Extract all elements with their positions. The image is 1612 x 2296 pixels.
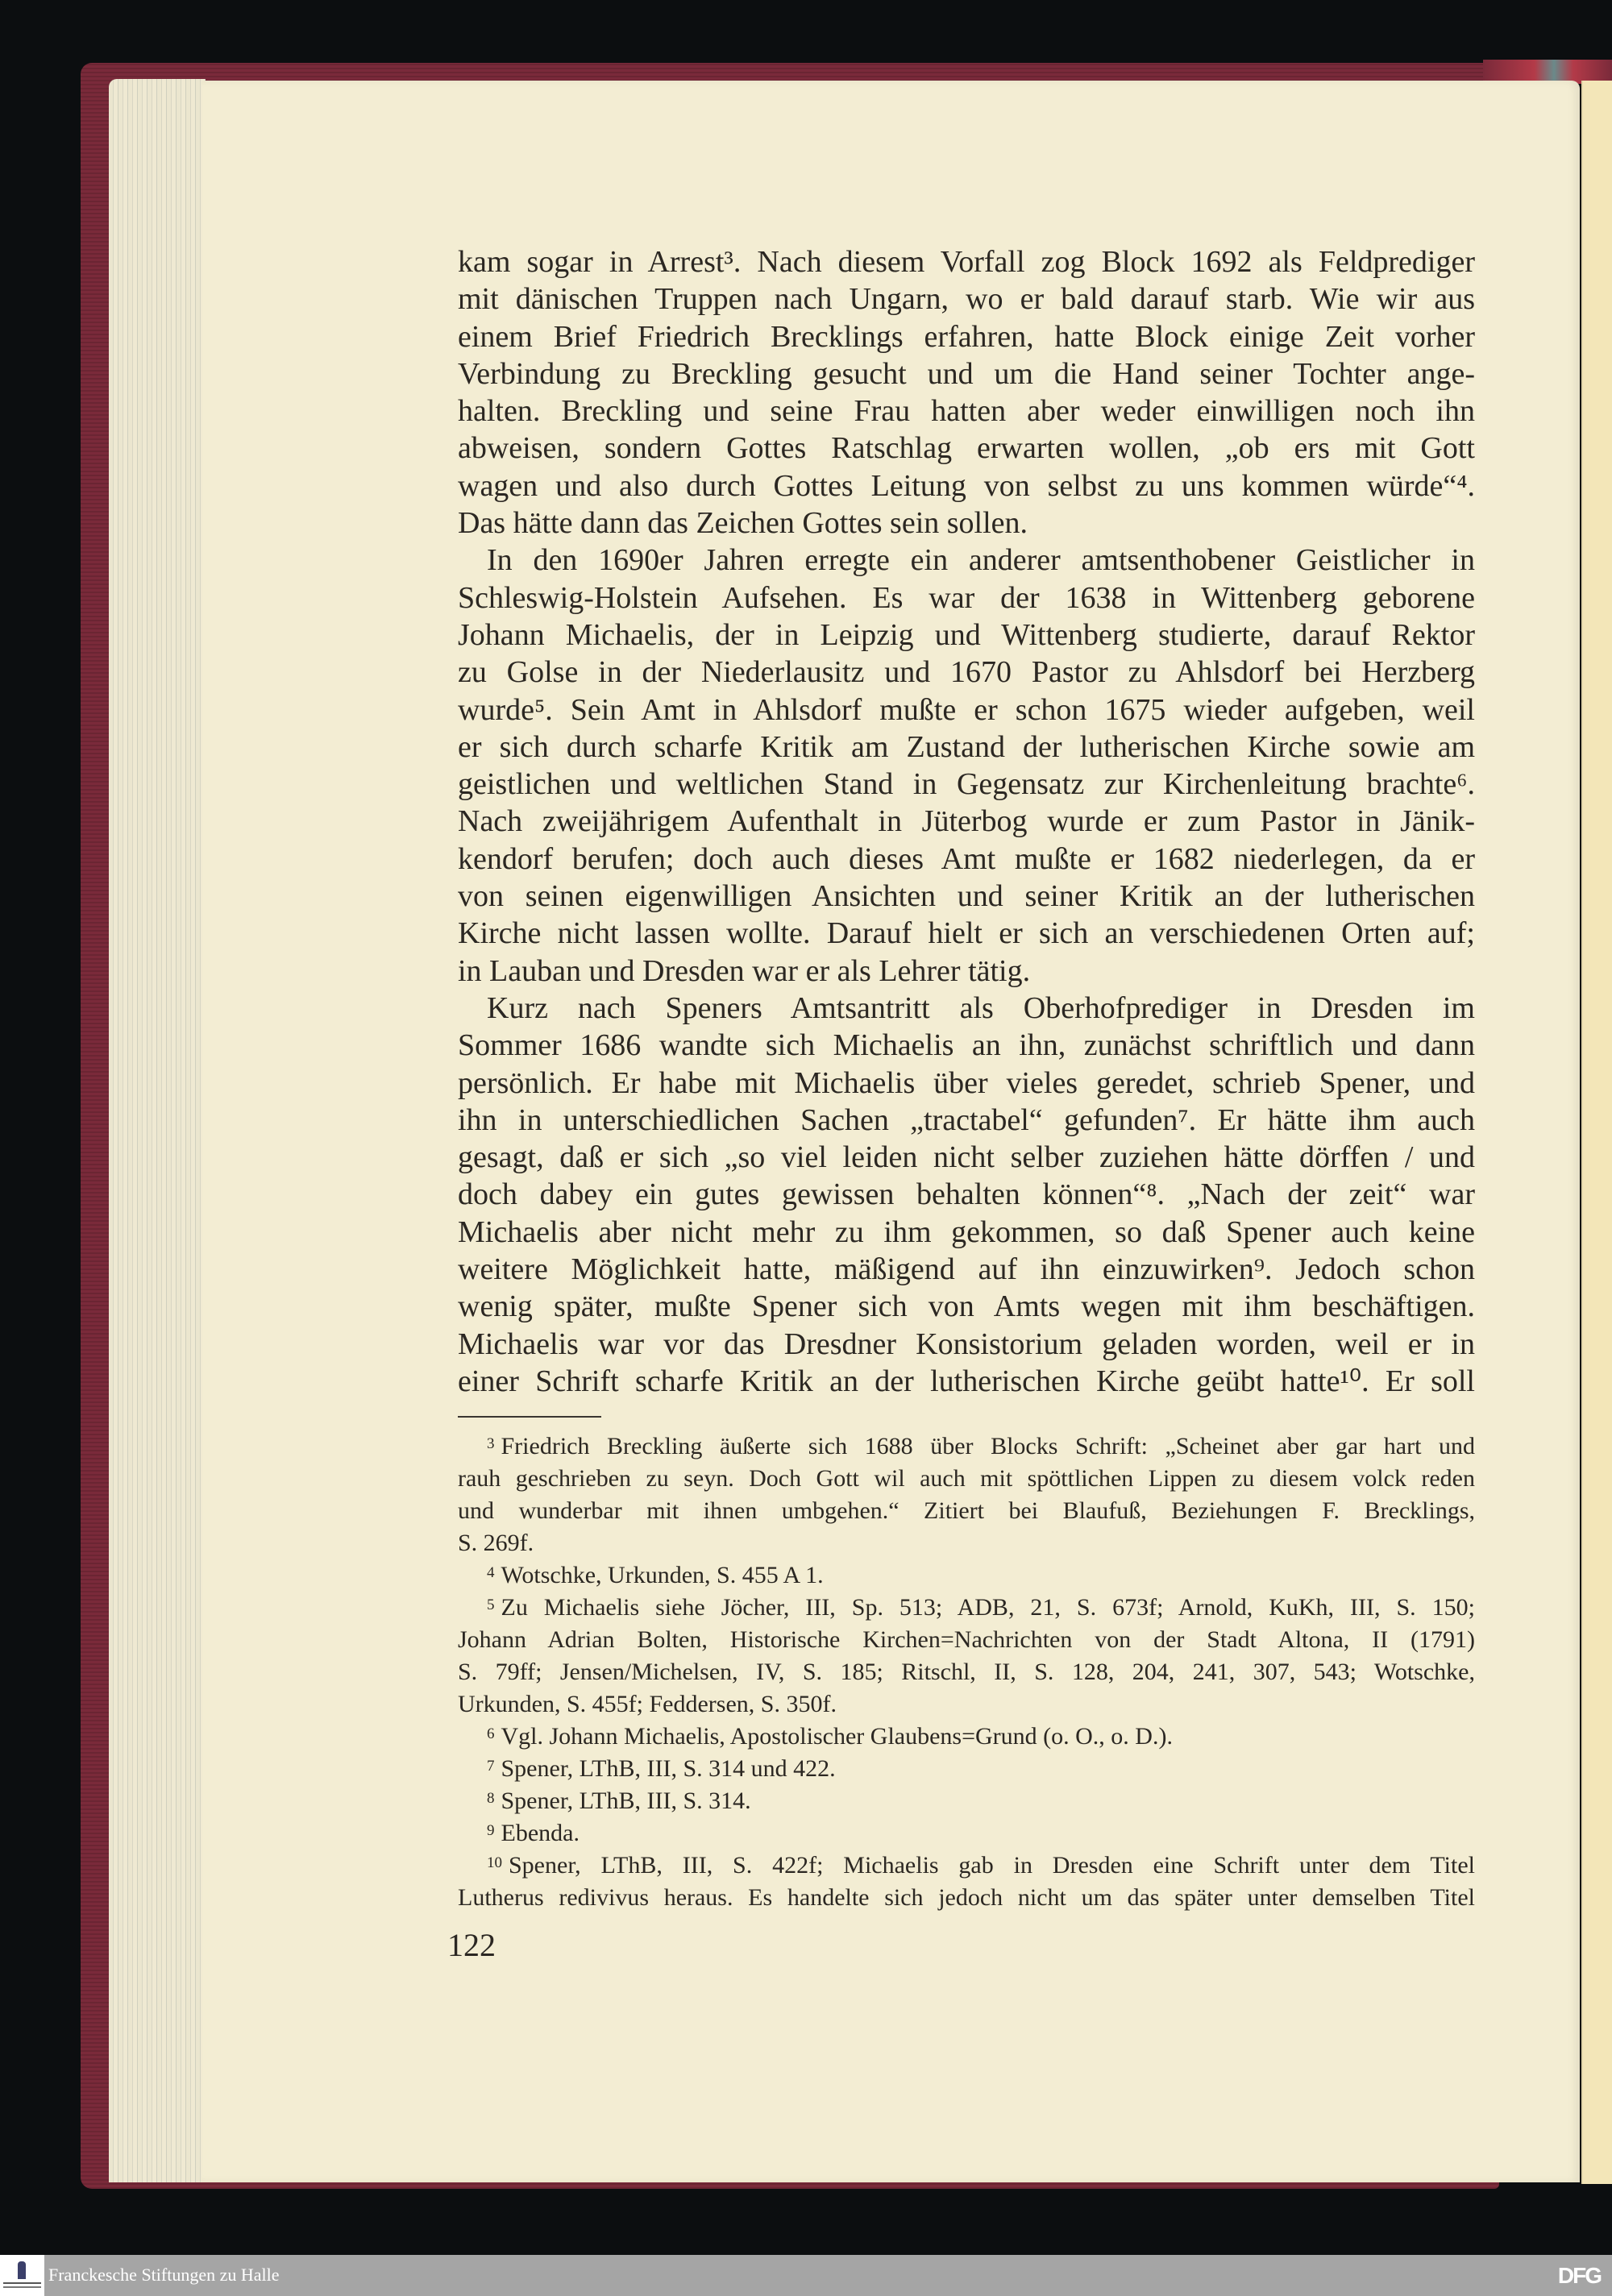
paragraph: [458, 990, 1475, 1400]
footnote-line: rauh geschrieben zu seyn. Doch Gott wil auch mit spöttlichen Lippen zu diesem volck reden: [458, 1465, 1475, 1492]
text-line: geistlichen und weltlichen Stand in Gegensatz zur Kirchenleitung brachte⁶.: [458, 767, 1475, 802]
footnote: [458, 1430, 1475, 1559]
next-page-edge: [1581, 81, 1612, 2184]
footnote-line: [458, 1753, 1475, 1785]
footnote-rule: [458, 1416, 601, 1418]
footnote-number: 4: [487, 1564, 495, 1581]
text-line: In den 1690er Jahren erregte ein anderer amtsenthobener Geistlicher in: [487, 543, 1475, 578]
paragraph: [458, 243, 1475, 542]
institution-name[interactable]: Franckesche Stiftungen zu Halle: [48, 2265, 280, 2285]
footnote-number: 8: [487, 1790, 495, 1807]
text-line: wenig später, mußte Spener sich von Amts wegen mit ihm beschäftigen.: [458, 1289, 1475, 1324]
footnote-line: [458, 1785, 1475, 1817]
text-line: Michaelis war vor das Dresdner Konsistorium geladen worden, weil er in: [458, 1327, 1475, 1361]
footnote-text: Wotschke, Urkunden, S. 455 A 1.: [501, 1562, 824, 1588]
footnote: [458, 1592, 1475, 1721]
footnote: [458, 1817, 1475, 1850]
body-text: [458, 243, 1475, 1400]
text-line: ihn in unterschiedlichen Sachen „tractabel“ gefunden⁷. Er hätte ihm auch: [458, 1102, 1475, 1137]
page-edges: [109, 79, 206, 2182]
footnote-text: Vgl. Johann Michaelis, Apostolischer Glaubens=Grund (o. O., o. D.).: [501, 1723, 1173, 1750]
footnote-text: Spener, LThB, III, S. 314 und 422.: [501, 1755, 836, 1782]
footnote-line: Lutherus redivivus heraus. Es handelte sich jedoch nicht um das später unter demselben Titel: [458, 1884, 1475, 1911]
footnote-line: [458, 1559, 1475, 1592]
footnote: [458, 1559, 1475, 1592]
footnote: [458, 1785, 1475, 1817]
text-line: von seinen eigenwilligen Ansichten und seiner Kritik an der lutherischen: [458, 879, 1475, 914]
text-line: er sich durch scharfe Kritik am Zustand der lutherischen Kirche sowie am: [458, 729, 1475, 764]
text-line: in Lauban und Dresden war er als Lehrer tätig.: [458, 953, 1031, 988]
text-line: doch dabey ein gutes gewissen behalten können“⁸. „Nach der zeit“ war: [458, 1177, 1475, 1212]
footnote-number: 5: [487, 1596, 495, 1613]
footnote-number: 9: [487, 1822, 495, 1839]
footnote-text: Spener, LThB, III, S. 314.: [501, 1787, 751, 1814]
text-line: Johann Michaelis, der in Leipzig und Wittenberg studierte, darauf Rektor: [458, 617, 1475, 652]
footnote-line: [458, 1817, 1475, 1850]
text-line: Nach zweijährigem Aufenthalt in Jüterbog wurde er zum Pastor in Jänik-: [458, 804, 1475, 839]
text-line: Verbindung zu Breckling gesucht und um die Hand seiner Tochter ange-: [458, 356, 1475, 391]
paragraph: [458, 542, 1475, 990]
footnote: [458, 1753, 1475, 1785]
footnote-line: [458, 1592, 1475, 1624]
footnote: [458, 1850, 1475, 1914]
text-line: abweisen, sondern Gottes Ratschlag erwarten wollen, „ob ers mit Gott: [458, 431, 1475, 466]
footnote-number: 3: [487, 1435, 495, 1452]
text-line: kendorf berufen; doch auch dieses Amt mußte er 1682 niederlegen, da er: [458, 841, 1475, 876]
logo-figure-icon: [18, 2261, 26, 2279]
page-number: 122: [447, 1927, 496, 1963]
footer-bar: [0, 2255, 1612, 2296]
text-line: einer Schrift scharfe Kritik an der lutherischen Kirche geübt hatte¹⁰. Er soll: [458, 1364, 1475, 1398]
footnote-line: Urkunden, S. 455f; Feddersen, S. 350f.: [458, 1691, 837, 1717]
text-line: Michaelis aber nicht mehr zu ihm gekommen, so daß Spener auch keine: [458, 1214, 1475, 1249]
footnote-line: [458, 1430, 1475, 1463]
text-line: kam sogar in Arrest³. Nach diesem Vorfall zog Block 1692 als Feldprediger: [458, 245, 1475, 279]
text-line: mit dänischen Truppen nach Ungarn, wo er bald darauf starb. Wie wir aus: [458, 282, 1475, 317]
footnote: [458, 1721, 1475, 1753]
text-line: wurde⁵. Sein Amt in Ahlsdorf mußte er schon 1675 wieder aufgeben, weil: [458, 692, 1475, 727]
text-line: gesagt, daß er sich „so viel leiden nicht selber zuziehen hätte dörffen / und: [458, 1140, 1475, 1175]
footnotes: [458, 1430, 1475, 1914]
text-line: einem Brief Friedrich Brecklings erfahren, hatte Block einige Zeit vorher: [458, 319, 1475, 354]
footnote-number: 6: [487, 1725, 495, 1742]
footnote-line: [458, 1850, 1475, 1882]
text-line: Kurz nach Speners Amtsantritt als Oberhofprediger in Dresden im: [487, 990, 1475, 1025]
footnote-line: und wunderbar mit ihnen umbgehen.“ Zitiert bei Blaufuß, Beziehungen F. Brecklings,: [458, 1497, 1475, 1524]
text-line: Sommer 1686 wandte sich Michaelis an ihn, zunächst schriftlich und dann: [458, 1028, 1475, 1063]
text-line: persönlich. Er habe mit Michaelis über vieles geredet, schrieb Spener, und: [458, 1065, 1475, 1100]
footnote-number: 10: [487, 1854, 502, 1871]
footnote-line: Johann Adrian Bolten, Historische Kirchen=Nachrichten von der Stadt Altona, II (1791): [458, 1626, 1475, 1653]
footnote-line: S. 269f.: [458, 1530, 534, 1556]
text-line: Schleswig-Holstein Aufsehen. Es war der 1638 in Wittenberg geborene: [458, 580, 1475, 615]
dfg-logo: DFG: [1557, 2263, 1601, 2288]
text-line: halten. Breckling und seine Frau hatten aber weder einwilligen noch ihn: [458, 394, 1475, 429]
footnote-line: S. 79ff; Jensen/Michelsen, IV, S. 185; Ritschl, II, S. 128, 204, 241, 307, 543; Wotschke,: [458, 1659, 1475, 1685]
text-line: zu Golse in der Niederlausitz und 1670 Pastor zu Ahlsdorf bei Herzberg: [458, 655, 1475, 690]
footnote-line: [458, 1721, 1475, 1753]
footnote-number: 7: [487, 1758, 495, 1775]
text-line: wagen und also durch Gottes Leitung von selbst zu uns kommen würde“⁴.: [458, 468, 1475, 503]
text-line: Das hätte dann das Zeichen Gottes sein sollen.: [458, 506, 1028, 541]
franckesche-stiftungen-logo: [0, 2255, 44, 2296]
footnote-text: Ebenda.: [501, 1820, 580, 1846]
text-line: weitere Möglichkeit hatte, mäßigend auf ihn einzuwirken⁹. Jedoch schon: [458, 1252, 1475, 1287]
footnote-text: Spener, LThB, III, S. 422f; Michaelis gab in Dresden eine Schrift unter dem Titel: [509, 1852, 1475, 1879]
footnote-text: Friedrich Breckling äußerte sich 1688 über Blocks Schrift: „Scheinet aber gar hart und: [501, 1433, 1475, 1459]
text-line: Kirche nicht lassen wollte. Darauf hielt er sich an verschiedenen Orten auf;: [458, 916, 1475, 951]
footnote-text: Zu Michaelis siehe Jöcher, III, Sp. 513; ADB, 21, S. 673f; Arnold, KuKh, III, S. 150;: [501, 1594, 1475, 1621]
logo-lettering: [3, 2282, 41, 2284]
